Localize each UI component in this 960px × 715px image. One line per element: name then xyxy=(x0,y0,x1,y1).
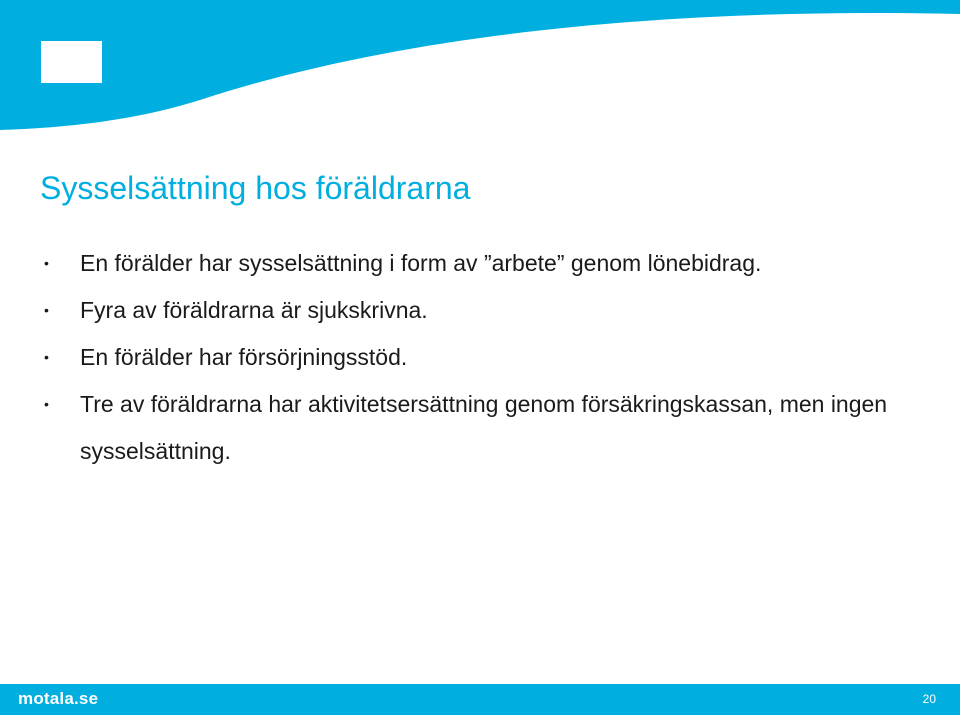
page-number: 20 xyxy=(922,692,936,706)
bullet-text: En förälder har sysselsättning i form av ”arbete” genom lönebidrag. xyxy=(80,250,762,276)
bullet-dot-icon: • xyxy=(44,396,49,412)
header-wave-banner xyxy=(0,0,960,135)
footer-bar xyxy=(0,684,960,715)
bullet-item xyxy=(0,381,960,475)
bullet-dot-icon: • xyxy=(44,255,49,271)
bullet-dot-icon: • xyxy=(44,302,49,318)
bullet-text: Tre av föräldrarna har aktivitetsersättning genom försäkringskassan, men ingen sysselsättning. xyxy=(80,391,888,464)
footer-logo: motala.se xyxy=(18,689,99,708)
bullet-text: En förälder har försörjningsstöd. xyxy=(80,344,408,370)
bullet-item xyxy=(0,334,960,381)
logo-placeholder xyxy=(41,41,102,83)
bullet-item xyxy=(0,240,960,287)
bullet-list xyxy=(0,240,960,475)
bullet-text: Fyra av föräldrarna är sjukskrivna. xyxy=(80,297,428,323)
bullet-item xyxy=(0,287,960,334)
bullet-dot-icon: • xyxy=(44,349,49,365)
slide-title: Sysselsättning hos föräldrarna xyxy=(40,170,471,206)
